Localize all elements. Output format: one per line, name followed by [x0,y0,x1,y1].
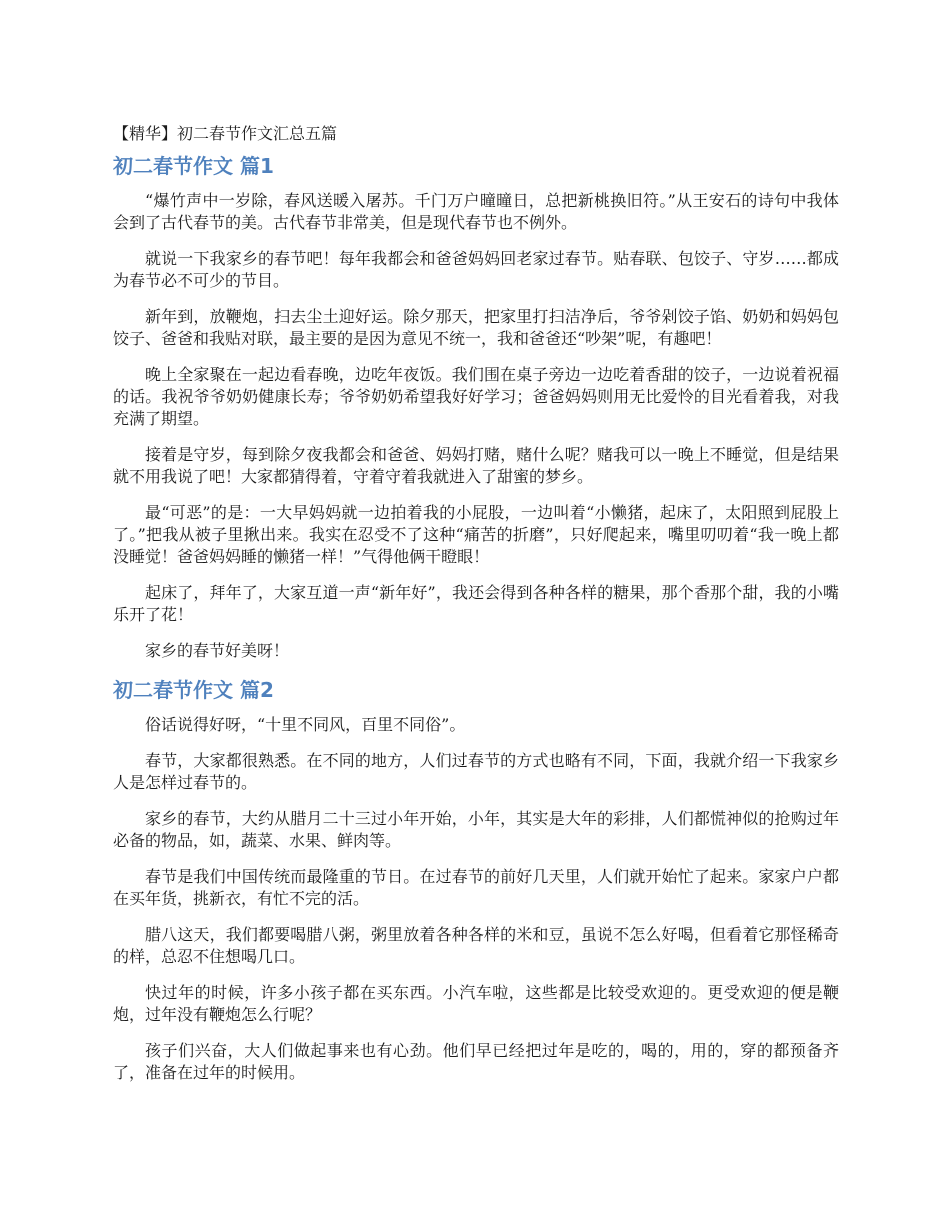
document-page [113,122,839,1098]
paragraph: 接着是守岁，每到除夕夜我都会和爸爸、妈妈打赌，赌什么呢？赌我可以一晚上不睡觉，但是结果就不用我说了吧！大家都猜得着，守着守着我就进入了甜蜜的梦乡。 [113,445,839,486]
paragraph: 腊八这天，我们都要喝腊八粥，粥里放着各种各样的米和豆，虽说不怎么好喝，但看着它那怪稀奇的样，总忍不住想喝几口。 [113,925,839,966]
paragraph: 就说一下我家乡的春节吧！每年我都会和爸爸妈妈回老家过春节。贴春联、包饺子、守岁……都成为春节必不可少的节目。 [113,249,839,290]
section-1 [113,152,839,662]
section-2 [113,676,839,1084]
paragraph: 春节，大家都很熟悉。在不同的地方，人们过春节的方式也略有不同，下面，我就介绍一下我家乡人是怎样过春节的。 [113,751,839,792]
paragraph: “爆竹声中一岁除，春风送暖入屠苏。千门万户曈曈日，总把新桃换旧符。”从王安石的诗句中我体会到了古代春节的美。古代春节非常美，但是现代春节也不例外。 [113,191,839,232]
paragraph: 家乡的春节好美呀！ [145,641,290,660]
paragraph: 最“可恶”的是：一大早妈妈就一边拍着我的小屁股，一边叫着“小懒猪，起床了，太阳照到屁股上了。”把我从被子里揪出来。我实在忍受不了这种“痛苦的折磨”，只好爬起来，嘴里叨叨着“我一晚上都没睡觉！爸爸妈妈睡的懒猪一样！”气得他俩干瞪眼！ [113,503,839,566]
paragraph: 家乡的春节，大约从腊月二十三过小年开始，小年，其实是大年的彩排，人们都慌神似的抢购过年必备的物品，如，蔬菜、水果、鲜肉等。 [113,809,839,850]
paragraph: 起床了，拜年了，大家互道一声“新年好”，我还会得到各种各样的糖果，那个香那个甜，我的小嘴乐开了花！ [113,583,839,624]
section-heading: 初二春节作文 篇2 [113,678,274,702]
paragraph: 快过年的时候，许多小孩子都在买东西。小汽车啦，这些都是比较受欢迎的。更受欢迎的便是鞭炮，过年没有鞭炮怎么行呢？ [113,983,839,1024]
paragraph: 新年到，放鞭炮，扫去尘土迎好运。除夕那天，把家里打扫洁净后，爷爷剁饺子馅、奶奶和妈妈包饺子、爸爸和我贴对联，最主要的是因为意见不统一，我和爸爸还“吵架”呢，有趣吧！ [113,307,839,348]
paragraph: 晚上全家聚在一起边看春晚，边吃年夜饭。我们围在桌子旁边一边吃着香甜的饺子，一边说着祝福的话。我祝爷爷奶奶健康长寿；爷爷奶奶希望我好好学习；爸爸妈妈则用无比爱怜的目光看着我，对我充满了期望。 [113,365,839,428]
document-title: 【精华】初二春节作文汇总五篇 [113,124,338,143]
paragraph: 孩子们兴奋，大人们做起事来也有心劲。他们早已经把过年是吃的，喝的，用的，穿的都预备齐了，准备在过年的时候用。 [113,1041,839,1082]
paragraph: 俗话说得好呀，“十里不同风，百里不同俗”。 [145,715,466,734]
section-heading: 初二春节作文 篇1 [113,154,274,178]
paragraph: 春节是我们中国传统而最隆重的节日。在过春节的前好几天里，人们就开始忙了起来。家家户户都在买年货，挑新衣，有忙不完的活。 [113,867,839,908]
